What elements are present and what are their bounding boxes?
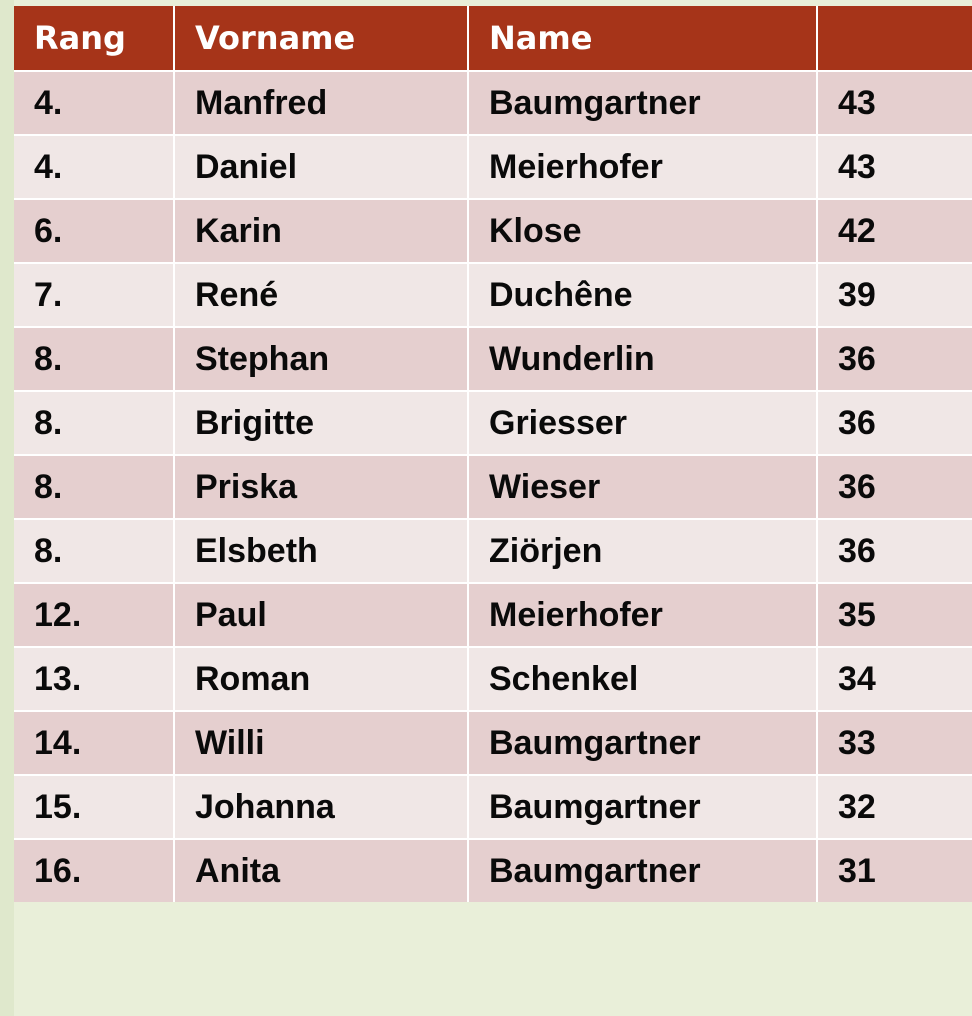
table-row (14, 263, 972, 327)
cell-name: Baumgartner (468, 71, 817, 135)
cell-rang: 8. (14, 327, 174, 391)
cell-rang: 4. (14, 71, 174, 135)
table-row (14, 711, 972, 775)
table-row (14, 199, 972, 263)
cell-score: 36 (817, 327, 972, 391)
cell-name: Wieser (468, 455, 817, 519)
header-score (817, 6, 972, 71)
cell-vorname: Johanna (174, 775, 468, 839)
cell-rang: 7. (14, 263, 174, 327)
table-row (14, 327, 972, 391)
cell-rang: 15. (14, 775, 174, 839)
cell-rang: 13. (14, 647, 174, 711)
cell-score: 31 (817, 839, 972, 902)
cell-vorname: Roman (174, 647, 468, 711)
cell-vorname: Brigitte (174, 391, 468, 455)
cell-vorname: Stephan (174, 327, 468, 391)
table-row (14, 391, 972, 455)
cell-name: Griesser (468, 391, 817, 455)
ranking-table (14, 6, 972, 902)
cell-name: Baumgartner (468, 839, 817, 902)
cell-rang: 8. (14, 391, 174, 455)
cell-vorname: Priska (174, 455, 468, 519)
cell-name: Meierhofer (468, 583, 817, 647)
header-name: Name (468, 6, 817, 71)
table-body (14, 71, 972, 902)
table-row (14, 135, 972, 199)
table-row (14, 455, 972, 519)
cell-score: 35 (817, 583, 972, 647)
cell-score: 36 (817, 519, 972, 583)
cell-name: Duchêne (468, 263, 817, 327)
cell-score: 42 (817, 199, 972, 263)
cell-score: 39 (817, 263, 972, 327)
cell-rang: 12. (14, 583, 174, 647)
cell-rang: 8. (14, 519, 174, 583)
cell-vorname: Paul (174, 583, 468, 647)
cell-score: 32 (817, 775, 972, 839)
cell-score: 33 (817, 711, 972, 775)
cell-name: Klose (468, 199, 817, 263)
cell-name: Meierhofer (468, 135, 817, 199)
cell-score: 36 (817, 391, 972, 455)
left-decor-strip (0, 0, 14, 1016)
cell-name: Schenkel (468, 647, 817, 711)
cell-vorname: Karin (174, 199, 468, 263)
cell-vorname: Anita (174, 839, 468, 902)
cell-score: 36 (817, 455, 972, 519)
cell-rang: 16. (14, 839, 174, 902)
table-row (14, 71, 972, 135)
header-rang: Rang (14, 6, 174, 71)
cell-score: 43 (817, 71, 972, 135)
cell-vorname: Willi (174, 711, 468, 775)
table-row (14, 775, 972, 839)
cell-rang: 4. (14, 135, 174, 199)
cell-score: 34 (817, 647, 972, 711)
cell-rang: 14. (14, 711, 174, 775)
cell-name: Baumgartner (468, 775, 817, 839)
cell-score: 43 (817, 135, 972, 199)
cell-vorname: Manfred (174, 71, 468, 135)
cell-vorname: Elsbeth (174, 519, 468, 583)
table-row (14, 519, 972, 583)
cell-name: Baumgartner (468, 711, 817, 775)
table-header (14, 6, 972, 71)
header-row (14, 6, 972, 71)
ranking-table-container (14, 6, 972, 1016)
cell-rang: 6. (14, 199, 174, 263)
cell-name: Wunderlin (468, 327, 817, 391)
cell-vorname: Daniel (174, 135, 468, 199)
table-row (14, 839, 972, 902)
table-row (14, 647, 972, 711)
table-row (14, 583, 972, 647)
cell-vorname: René (174, 263, 468, 327)
cell-name: Ziörjen (468, 519, 817, 583)
header-vorname: Vorname (174, 6, 468, 71)
cell-rang: 8. (14, 455, 174, 519)
